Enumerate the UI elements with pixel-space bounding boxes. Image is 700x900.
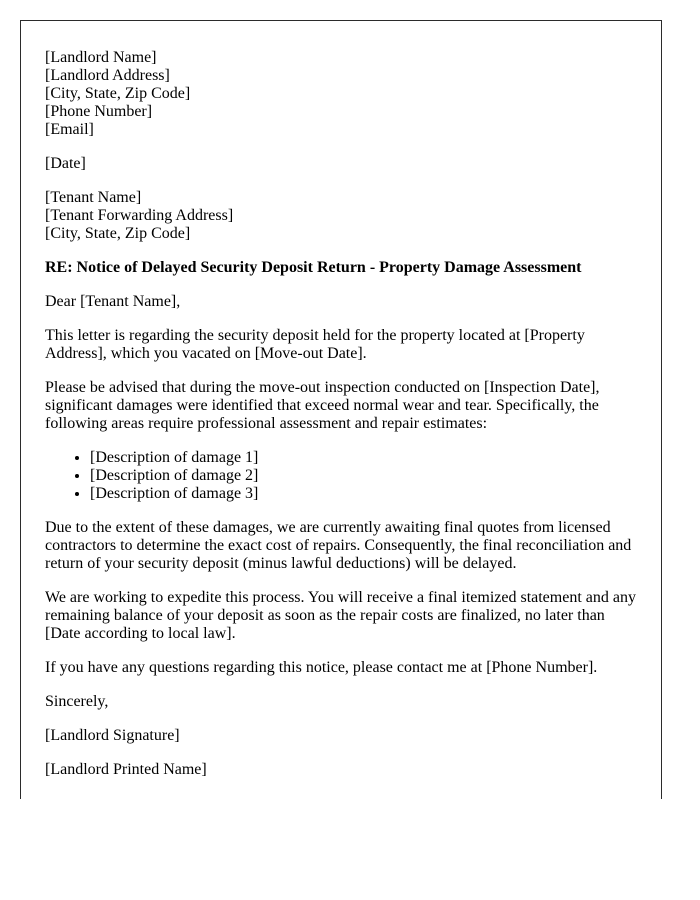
damage-item: • [Description of damage 3]: [90, 485, 637, 503]
sender-line-address: [Landlord Address]: [45, 67, 170, 84]
paragraph-intro: This letter is regarding the security deposit held for the property located at [Property Address], which you vacated on [Move-out Date].: [45, 327, 585, 362]
date-line: [Date]: [45, 155, 86, 172]
paragraph-delay: Due to the extent of these damages, we are currently awaiting final quotes from licensed contractors to determine the exact cost of repairs. Consequently, the final reconciliation and return of your security deposit (minus lawful deductions) will be delayed.: [45, 519, 632, 572]
sender-line-email: [Email]: [45, 121, 94, 138]
salutation: Dear [Tenant Name],: [45, 293, 181, 310]
paragraph-inspection: Please be advised that during the move-out inspection conducted on [Inspection Date], significant damages were identified that exceed normal wear and tear. Specifically, the following areas require professional assessment and repair estimates:: [45, 379, 600, 432]
recipient-line-name: [Tenant Name]: [45, 189, 142, 206]
paragraph-contact: If you have any questions regarding this notice, please contact me at [Phone Number].: [45, 659, 598, 676]
signature-line: [Landlord Signature]: [45, 727, 180, 744]
sender-line-phone: [Phone Number]: [45, 103, 153, 120]
subject-line: RE: Notice of Delayed Security Deposit Return - Property Damage Assessment: [45, 259, 582, 276]
closing: Sincerely,: [45, 693, 109, 710]
damage-list: [45, 449, 637, 503]
recipient-line-forwarding-address: [Tenant Forwarding Address]: [45, 207, 234, 224]
damage-item: • [Description of damage 1]: [90, 449, 637, 467]
sender-block: [45, 49, 637, 139]
damage-item: • [Description of damage 2]: [90, 467, 637, 485]
sender-line-name: [Landlord Name]: [45, 49, 157, 66]
recipient-block: [45, 189, 637, 243]
printed-name-line: [Landlord Printed Name]: [45, 761, 207, 778]
sender-line-city-state-zip: [City, State, Zip Code]: [45, 85, 191, 102]
recipient-line-city-state-zip: [City, State, Zip Code]: [45, 225, 191, 242]
letter-page: [20, 20, 662, 799]
paragraph-timeline: We are working to expedite this process. You will receive a final itemized statement and any remaining balance of your deposit as soon as the repair costs are finalized, no later than [Date according to local law].: [45, 589, 636, 642]
